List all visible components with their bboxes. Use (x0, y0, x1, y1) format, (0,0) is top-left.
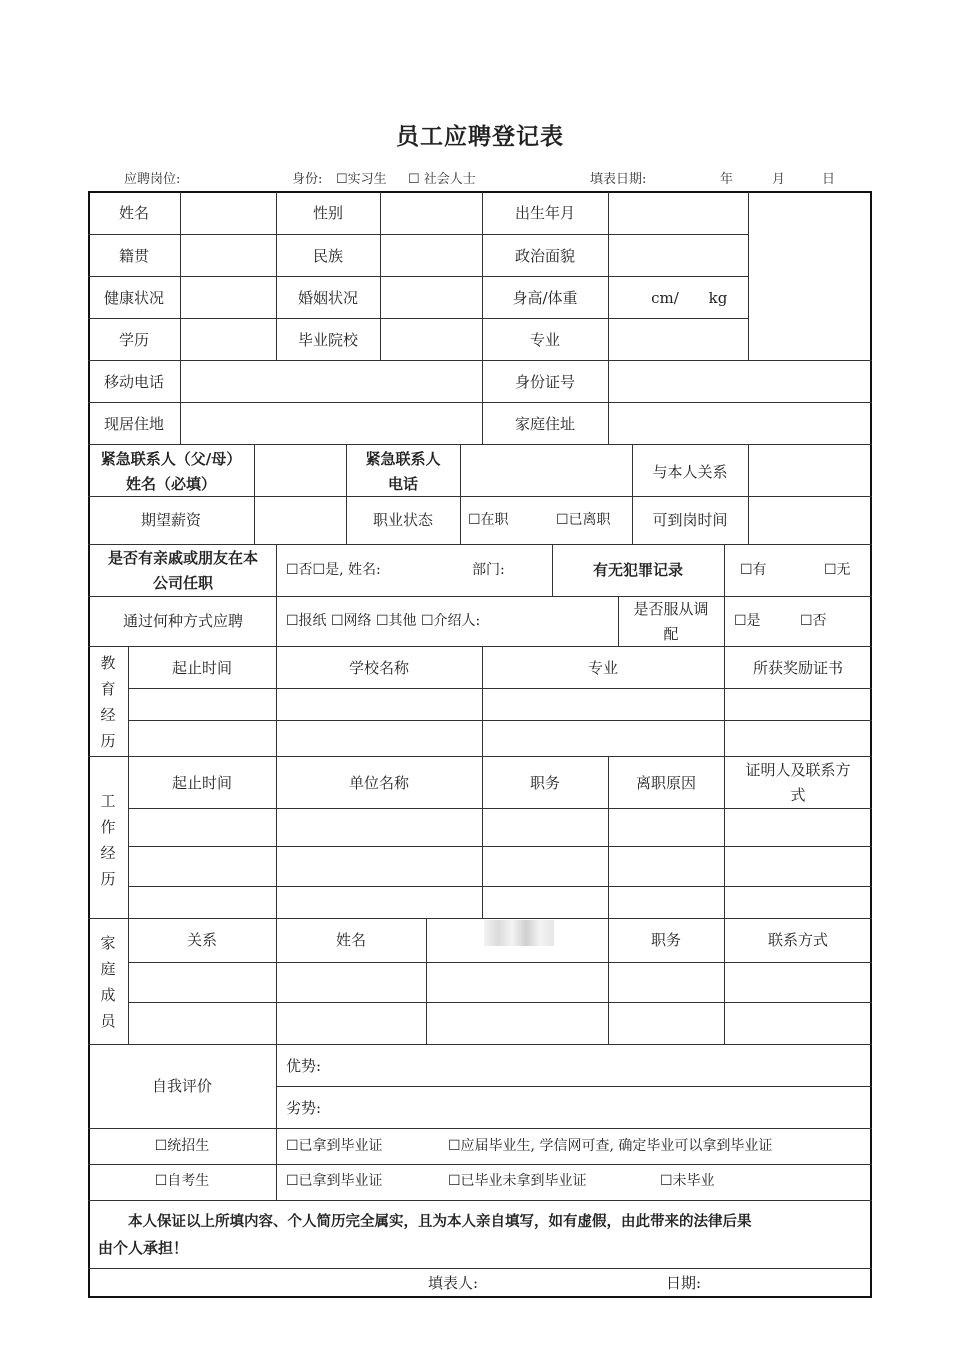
grid-hline (88, 234, 748, 235)
grid-hline (88, 918, 872, 919)
relation-label: 与本人关系 (652, 463, 728, 481)
relatives-question-2: 公司任职 (152, 574, 213, 592)
family-contact-header: 联系方式 (767, 931, 828, 949)
weakness-label: 劣势: (286, 1099, 322, 1117)
native-label: 籍贯 (118, 247, 149, 265)
grid-hline (128, 1002, 872, 1003)
education-label: 学历 (118, 331, 149, 349)
month-label: 月 (772, 172, 786, 187)
work-section-label: 工作经历 (100, 792, 116, 888)
grid-vline (254, 444, 255, 544)
intern-checkbox[interactable]: ☐实习生 (336, 172, 387, 187)
self-study-diploma-checkbox[interactable]: ☐已拿到毕业证 (286, 1173, 383, 1189)
self-study-checkbox[interactable]: ☐自考生 (154, 1173, 210, 1189)
grid-hline (128, 808, 872, 809)
ethnic-label: 民族 (312, 247, 343, 265)
source-label: 通过何种方式应聘 (122, 612, 243, 630)
school-label: 毕业院校 (297, 331, 358, 349)
work-reference-header: 证明人及联系方 (745, 761, 851, 779)
source-options[interactable]: ☐报纸 ☐网络 ☐其他 ☐介绍人: (286, 613, 481, 629)
grid-hline (276, 1086, 872, 1087)
height-unit: cm/ (651, 289, 679, 307)
grid-vline (618, 596, 619, 646)
emergency-phone-label-2: 电话 (387, 475, 418, 493)
grid-vline (724, 544, 725, 596)
employed-checkbox[interactable]: ☐在职 (468, 512, 509, 528)
self-eval-label: 自我评价 (151, 1077, 212, 1095)
emergency-contact-label: 紧急联系人（父/母） (100, 450, 242, 468)
mobile-label: 移动电话 (103, 373, 164, 391)
available-label: 可到岗时间 (652, 511, 728, 529)
name-label: 姓名 (118, 204, 149, 222)
grid-vline (180, 360, 181, 444)
grid-hline (88, 596, 872, 597)
strength-label: 优势: (286, 1057, 322, 1075)
adjust-label-2: 配 (663, 625, 679, 643)
height-weight-label: 身高/体重 (512, 289, 578, 307)
grid-vline (748, 192, 749, 360)
grid-hline (88, 402, 872, 403)
edu-school-header: 学校名称 (348, 659, 409, 677)
grid-vline (426, 918, 427, 1044)
unified-graduate-checkbox[interactable]: ☐应届毕业生, 学信网可查, 确定毕业可以拿到毕业证 (448, 1138, 773, 1154)
work-title-header: 职务 (529, 774, 560, 792)
blurred-header (484, 920, 554, 946)
unified-diploma-checkbox[interactable]: ☐已拿到毕业证 (286, 1138, 383, 1154)
status-label: 职业状态 (372, 511, 433, 529)
home-address-label: 家庭住址 (514, 415, 575, 433)
id-label: 身份证号 (514, 373, 575, 391)
grid-vline (276, 1044, 277, 1200)
grid-vline (608, 360, 609, 444)
major-label: 专业 (529, 331, 560, 349)
filler-label: 填表人: (428, 1274, 479, 1292)
marital-label: 婚姻状况 (297, 289, 358, 307)
work-period-header: 起止时间 (171, 774, 232, 792)
application-form (88, 191, 872, 1298)
relatives-yes-no[interactable]: ☐否☐是, 姓名: (286, 562, 381, 578)
gender-label: 性别 (312, 204, 343, 222)
family-name-header: 姓名 (335, 931, 366, 949)
weight-unit: kg (708, 289, 728, 307)
social-checkbox[interactable]: ☐ 社会人士 (408, 172, 476, 187)
work-company-header: 单位名称 (348, 774, 409, 792)
grid-hline (88, 1044, 872, 1045)
family-section-label: 家庭成员 (100, 934, 116, 1030)
family-relation-header: 关系 (186, 931, 217, 949)
edu-award-header: 所获奖励证书 (752, 659, 843, 677)
adjust-yes-checkbox[interactable]: ☐是 (734, 613, 761, 629)
grid-hline (88, 1200, 872, 1201)
health-label: 健康状况 (103, 289, 164, 307)
position-label: 应聘岗位: (124, 172, 181, 187)
grid-hline (88, 646, 872, 647)
work-reference-header-2: 式 (790, 786, 806, 804)
grid-hline (128, 688, 872, 689)
grid-hline (128, 846, 872, 847)
statement-line-2: 由个人承担！ (98, 1239, 189, 1257)
self-study-graduated-checkbox[interactable]: ☐已毕业未拿到毕业证 (448, 1173, 587, 1189)
day-label: 日 (822, 172, 836, 187)
work-reason-header: 离职原因 (635, 774, 696, 792)
grid-hline (88, 1268, 872, 1269)
grid-hline (88, 444, 872, 445)
political-label: 政治面貌 (514, 247, 575, 265)
criminal-label: 有无犯罪记录 (592, 561, 683, 579)
emergency-contact-label-2: 姓名（必填） (125, 475, 216, 493)
statement-line-1: 本人保证以上所填内容、个人简历完全属实，且为本人亲自填写，如有虚假，由此带来的法律后果 (128, 1213, 752, 1230)
salary-label: 期望薪资 (140, 511, 201, 529)
grid-vline (724, 596, 725, 646)
edu-major-header: 专业 (587, 659, 618, 677)
dept-label: 部门: (472, 562, 505, 578)
grid-hline (88, 1128, 872, 1129)
emergency-phone-label: 紧急联系人 (365, 450, 441, 468)
form-title: 员工应聘登记表 (396, 123, 564, 150)
resigned-checkbox[interactable]: ☐已离职 (556, 512, 611, 528)
adjust-no-checkbox[interactable]: ☐否 (800, 613, 827, 629)
grid-vline (460, 444, 461, 544)
grid-hline (128, 886, 872, 887)
not-graduated-checkbox[interactable]: ☐未毕业 (660, 1173, 715, 1189)
grid-vline (380, 192, 381, 360)
education-section-label: 教育经历 (100, 654, 116, 750)
grid-vline (748, 444, 749, 544)
criminal-no-checkbox[interactable]: ☐无 (824, 562, 851, 578)
identity-label: 身份: (292, 172, 323, 187)
grid-vline (608, 192, 609, 360)
relatives-question: 是否有亲戚或朋友在本 (107, 549, 258, 567)
grid-hline (88, 1164, 872, 1165)
current-address-label: 现居住地 (103, 415, 164, 433)
grid-vline (180, 192, 181, 360)
grid-hline (88, 318, 748, 319)
criminal-yes-checkbox[interactable]: ☐有 (740, 562, 767, 578)
grid-hline (128, 962, 872, 963)
edu-period-header: 起止时间 (171, 659, 232, 677)
grid-hline (128, 720, 872, 721)
family-title-header: 职务 (650, 931, 681, 949)
birth-label: 出生年月 (514, 204, 575, 222)
unified-checkbox[interactable]: ☐统招生 (154, 1138, 210, 1154)
adjust-label: 是否服从调 (633, 600, 709, 618)
date-footer-label: 日期: (666, 1274, 702, 1292)
year-label: 年 (720, 172, 734, 187)
date-label: 填表日期: (590, 172, 647, 187)
grid-hline (88, 360, 872, 361)
grid-hline (88, 276, 748, 277)
